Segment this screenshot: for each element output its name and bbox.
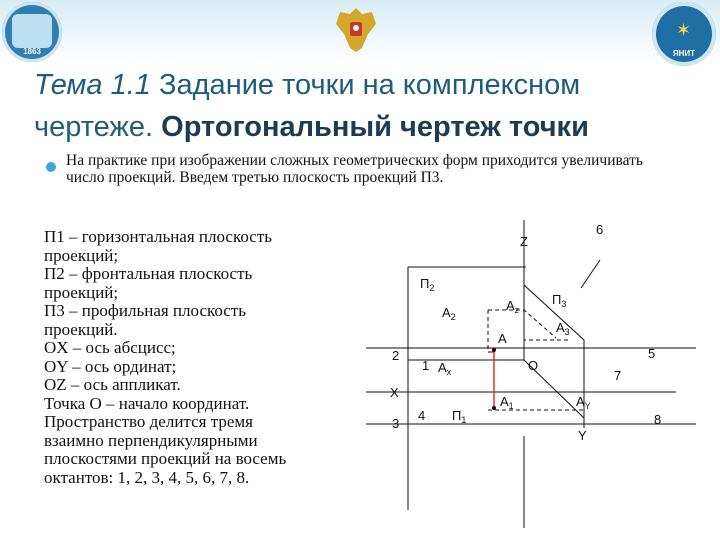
label-ax: $A_x$: [438, 360, 452, 377]
octant-6: 6: [596, 222, 604, 237]
definition-line: октантов: 1, 2, 3, 4, 5, 6, 7, 8.: [44, 467, 250, 487]
octant-7: 7: [614, 368, 622, 383]
definition-line: П3 – профильная плоскость: [44, 301, 247, 320]
octant-5: 5: [648, 346, 656, 361]
octant-1: 1: [422, 358, 430, 373]
label-a3: $A_3$: [556, 320, 570, 337]
label-ay: $A_Y$: [576, 394, 591, 411]
intro-paragraph: На практике при изображении сложных геометрических форм приходится увеличивать число проекций. Введем третью плоскость проекций П3.: [66, 152, 643, 186]
label-x-axis: X: [390, 385, 399, 400]
label-plane-p1: $П_1$: [452, 408, 467, 425]
logo-left-caption: 1863: [23, 47, 41, 56]
definition-line: ОX – ось абсцисс;: [44, 338, 176, 357]
point-a-marker: [492, 348, 496, 352]
definitions-list: [44, 228, 374, 487]
slide-title: [34, 64, 684, 148]
definition-line: Пространство делится тремя: [44, 412, 253, 431]
logo-right-caption: ЯНИТ: [672, 49, 696, 58]
octant-2: 2: [392, 348, 400, 363]
octant-8: 8: [654, 412, 662, 427]
title-topic: Тема 1.1: [34, 69, 151, 101]
building-icon: [12, 14, 52, 48]
definition-line: ОZ – ось аппликат.: [44, 375, 181, 394]
profile-plane-edge: [524, 220, 584, 428]
point-a1-marker: [492, 406, 496, 410]
octant-3: 3: [392, 416, 400, 431]
definition-line: проекций;: [44, 245, 119, 265]
label-z-axis: Z: [520, 234, 528, 249]
projection-planes-diagram: [356, 210, 720, 540]
bullet-icon: [46, 162, 56, 172]
label-az: $A_z$: [506, 298, 520, 315]
title-bold: Ортогональный чертеж точки: [161, 111, 589, 143]
leader-line: [581, 260, 600, 288]
star-icon: ✶: [676, 20, 692, 41]
definition-line: проекций.: [44, 319, 118, 339]
label-point-a: A: [498, 331, 507, 346]
label-origin: O: [528, 358, 539, 373]
octant-4: 4: [418, 408, 426, 423]
definition-line: П1 – горизонтальная плоскость: [44, 227, 273, 246]
definition-line: проекций;: [44, 282, 119, 302]
label-plane-p3: $П_3$: [552, 292, 567, 309]
label-a1: $A_1$: [500, 394, 514, 411]
coat-of-arms-emblem: [332, 4, 380, 54]
university-logo-left: [2, 2, 62, 62]
label-y-axis: Y: [578, 428, 587, 443]
definition-line: П2 – фронтальная плоскость: [44, 264, 253, 283]
label-plane-p2: $П_2$: [420, 276, 435, 293]
label-a2: $A_2$: [442, 305, 456, 322]
definition-line: плоскостями проекций на восемь: [44, 449, 287, 468]
definition-line: Точка О – начало координат.: [44, 393, 250, 413]
definition-line: ОY – ось ординат;: [44, 356, 177, 376]
definition-line: взаимно перпендикулярными: [44, 430, 258, 450]
institute-logo-right: [652, 2, 716, 66]
title-text: Задание точки на комплексном чертеже.: [34, 69, 581, 143]
